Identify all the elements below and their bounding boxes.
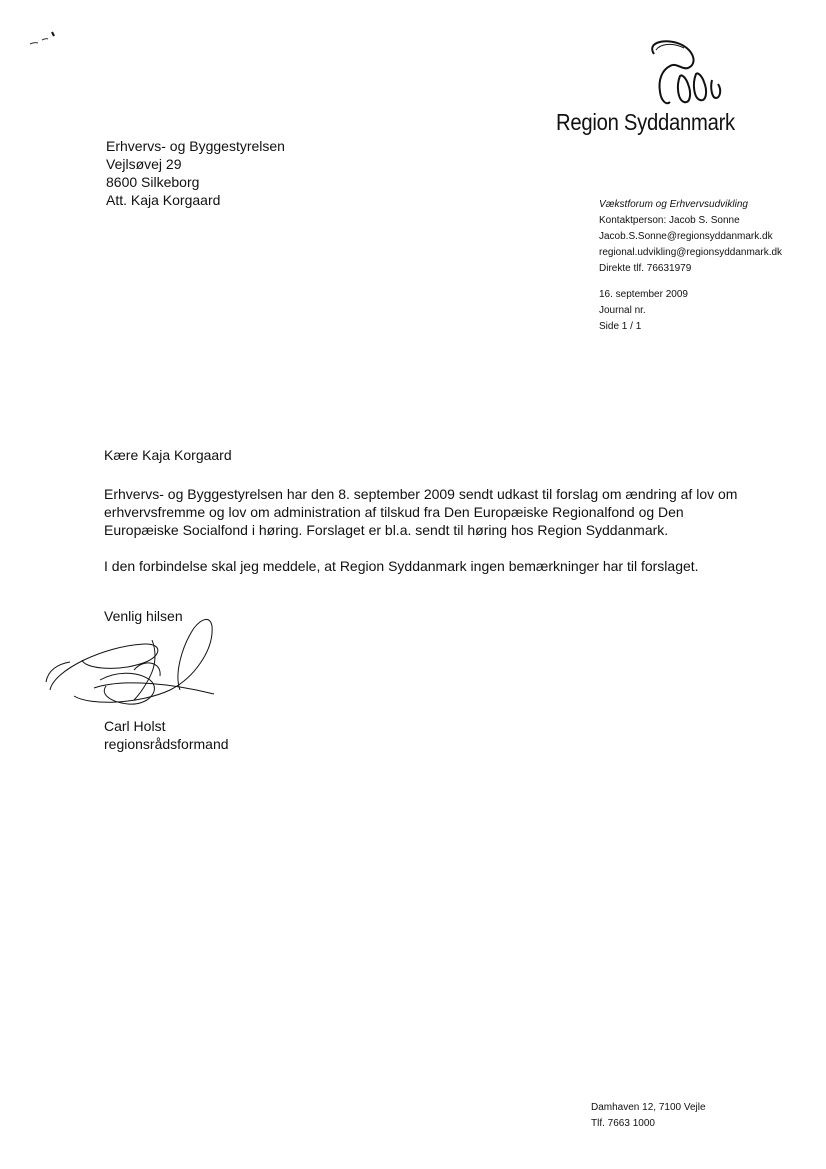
body-paragraph-1 — [104, 485, 764, 539]
letter-meta — [599, 287, 688, 335]
body-line: Erhvervs- og Byggestyrelsen har den 8. september 2009 sendt udkast til forslag om ændring af lov om — [104, 486, 738, 502]
sender-email[interactable]: Jacob.S.Sonne@regionsyddanmark.dk — [599, 231, 773, 242]
letter-date: 16. september 2009 — [599, 289, 688, 300]
sender-info — [599, 197, 782, 277]
recipient-line: Att. Kaja Korgaard — [106, 192, 221, 208]
recipient-line: Erhvervs- og Byggestyrelsen — [106, 138, 285, 154]
signer-name: Carl Holst — [104, 718, 166, 734]
logo-wordmark: Region Syddanmark — [556, 109, 735, 135]
signer — [104, 717, 229, 753]
footer-address: Damhaven 12, 7100 Vejle — [591, 1102, 706, 1113]
footer-contact — [591, 1100, 706, 1132]
recipient-line: 8600 Silkeborg — [106, 174, 200, 190]
recipient-line: Vejlsøvej 29 — [106, 156, 182, 172]
signature-image — [44, 610, 234, 716]
sender-phone: Direkte tlf. 76631979 — [599, 263, 692, 274]
footer-phone: Tlf. 7663 1000 — [591, 1118, 655, 1129]
salutation: Kære Kaja Korgaard — [104, 447, 232, 463]
sender-contact: Kontaktperson: Jacob S. Sonne — [599, 215, 740, 226]
signer-title: regionsrådsformand — [104, 736, 229, 752]
page-number: Side 1 / 1 — [599, 321, 642, 332]
scan-mark — [28, 26, 68, 50]
region-logo-icon — [636, 36, 728, 112]
recipient-address — [106, 137, 285, 209]
body-line: Europæiske Socialfond i høring. Forslaget er bl.a. sendt til høring hos Region Syddanmark. — [104, 522, 669, 538]
body-paragraph-2: I den forbindelse skal jeg meddele, at Region Syddanmark ingen bemærkninger har til forslaget. — [104, 558, 699, 574]
sender-email-general[interactable]: regional.udvikling@regionsyddanmark.dk — [599, 247, 783, 258]
sender-department: Vækstforum og Erhvervsudvikling — [599, 199, 748, 210]
closing: Venlig hilsen — [104, 608, 183, 624]
journal-number: Journal nr. — [599, 305, 646, 316]
body-line: erhvervsfremme og lov om administration af tilskud fra Den Europæiske Regionalfond og Den — [104, 504, 684, 520]
